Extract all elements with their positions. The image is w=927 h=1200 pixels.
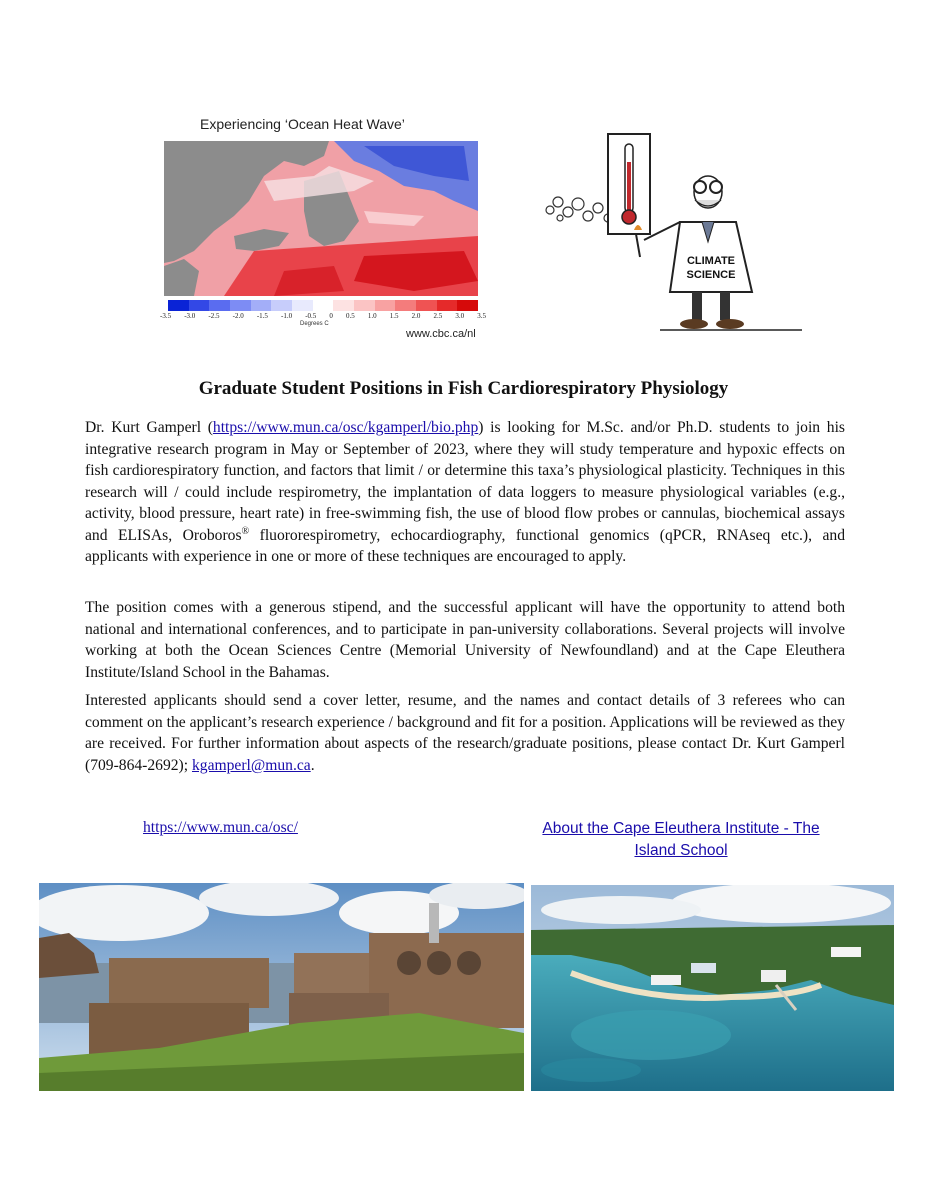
registered-mark: ® xyxy=(241,525,250,537)
p3-text: Interested applicants should send a cover letter, resume, and the names and contact details of 3 referees who can comment on the applicant’s research experience / background and fit for a position. Applications will be reviewed as they are received. For further information about aspects of the research/graduate positions, please contact Dr. Kurt Gamperl (709-864-2692); xyxy=(85,692,845,774)
legend-swatch xyxy=(230,300,251,311)
legend-tick: 1.0 xyxy=(367,312,377,320)
legend-swatch xyxy=(313,300,334,311)
legend-tick: 2.0 xyxy=(411,312,421,320)
legend-swatch xyxy=(375,300,396,311)
legend-tick: -0.5 xyxy=(305,312,317,320)
legend-unit-label: Degrees C xyxy=(300,321,329,327)
legend-swatch xyxy=(354,300,375,311)
legend-swatch xyxy=(457,300,478,311)
legend-tick: -3.5 xyxy=(160,312,172,320)
coat-text-line1: CLIMATE xyxy=(686,255,736,267)
legend-swatch xyxy=(437,300,458,311)
bio-link[interactable]: https://www.mun.ca/osc/kgamperl/bio.php xyxy=(212,419,479,436)
application-paragraph xyxy=(85,690,845,776)
legend-tick: -3.0 xyxy=(184,312,196,320)
legend-swatch xyxy=(189,300,210,311)
p1-post: fluororespirometry, echocardiography, functional genomics (qPCR, RNAseq etc.), and applicants with experience in one or more of these techniques are encouraged to apply. xyxy=(85,526,845,565)
legend-swatch xyxy=(395,300,416,311)
legend-tick: 2.5 xyxy=(433,312,443,320)
ocean-sciences-centre-photo xyxy=(39,883,524,1091)
email-link[interactable]: kgamperl@mun.ca xyxy=(191,756,311,774)
heatmap-source: www.cbc.ca/nl xyxy=(406,328,476,340)
legend-tick: 3.0 xyxy=(455,312,465,320)
legend-tick-labels xyxy=(160,312,486,320)
intro-paragraph xyxy=(85,417,845,568)
coat-text-line2: SCIENCE xyxy=(686,269,736,281)
cei-link[interactable]: About the Cape Eleuthera Institute - The Island School xyxy=(542,820,820,859)
legend-swatch xyxy=(251,300,272,311)
heatmap-caption: Experiencing ‘Ocean Heat Wave’ xyxy=(200,116,405,132)
legend-tick: -1.5 xyxy=(256,312,268,320)
legend-swatch xyxy=(209,300,230,311)
p3-end: . xyxy=(310,756,315,774)
legend-swatch xyxy=(292,300,313,311)
heatmap-color-legend xyxy=(168,300,478,311)
stipend-paragraph: The position comes with a generous stipend, and the successful applicant will have the opportunity to attend both national and international conferences, and to participate in pan-university collaborations. Several projects will involve working at both the Ocean Sciences Centre (Memorial University of Newfoundland) and at the Cape Eleuthera Institute/Island School in the Bahamas. xyxy=(85,599,845,681)
legend-tick: 0 xyxy=(329,312,333,320)
legend-swatch xyxy=(416,300,437,311)
legend-swatch xyxy=(333,300,354,311)
legend-swatch xyxy=(168,300,189,311)
legend-tick: -1.0 xyxy=(281,312,293,320)
p1-mid: ) is looking for M.Sc. and/or Ph.D. students to join his integrative research program in May or September of 2023, where they will study temperature and hypoxic effects on fish cardiorespiratory function, and factors that limit / or determine this taxa’s physiological plasticity. Techniques in this research will / could include respirometry, the implantation of data loggers to measure physiological variables (e.g., activity, blood pressure, heart rate) in free-swimming fish, the use of blood flow probes or cannulas, biochemical assays and ELISAs, Oroboros xyxy=(85,419,845,544)
legend-tick: 1.5 xyxy=(389,312,399,320)
osc-link[interactable]: https://www.mun.ca/osc/ xyxy=(143,819,298,836)
cape-eleuthera-photo xyxy=(531,885,894,1091)
legend-tick: -2.0 xyxy=(232,312,244,320)
legend-tick: -2.5 xyxy=(208,312,220,320)
ocean-heatmap-image xyxy=(164,141,478,296)
legend-tick: 3.5 xyxy=(477,312,486,320)
legend-swatch xyxy=(271,300,292,311)
p1-pre: Dr. Kurt Gamperl ( xyxy=(85,419,213,436)
page-title: Graduate Student Positions in Fish Cardiorespiratory Physiology xyxy=(198,378,729,399)
climate-science-cartoon xyxy=(540,122,810,334)
legend-tick: 0.5 xyxy=(346,312,355,320)
